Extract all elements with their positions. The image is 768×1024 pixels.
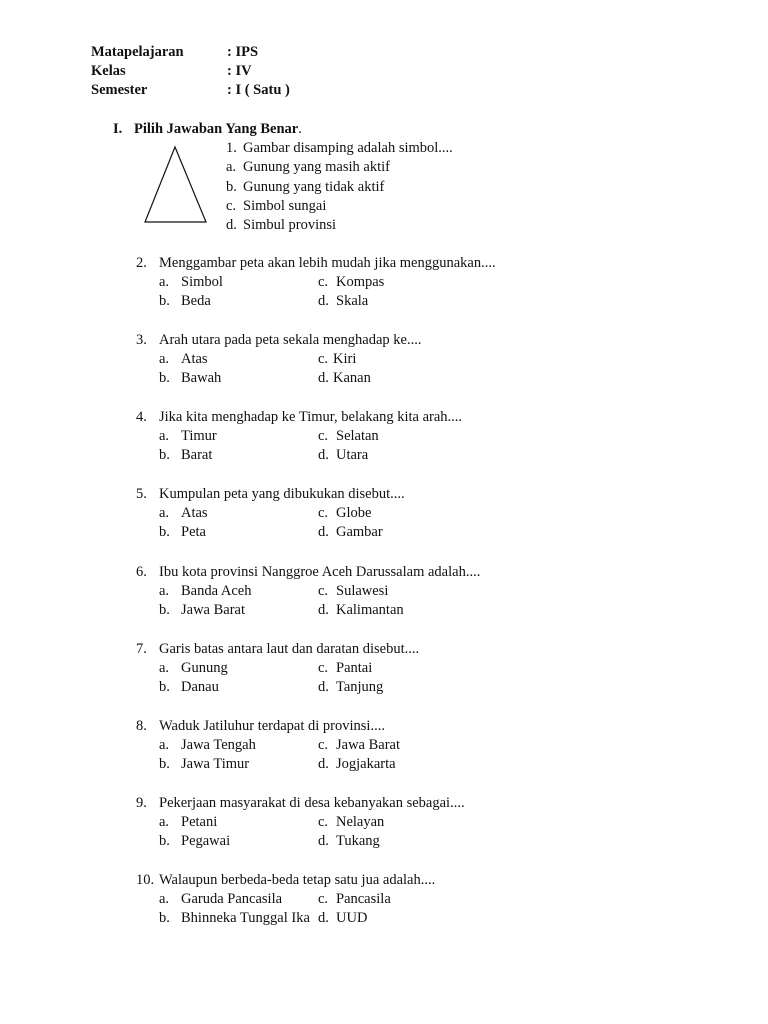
option-letter: a. (159, 737, 170, 753)
option-text: Atas (181, 505, 208, 521)
option-letter: c. (318, 351, 329, 367)
option-letter: b. (159, 833, 170, 849)
option-letter: c. (318, 505, 329, 521)
option-text: Utara (336, 447, 369, 463)
option-letter: c. (318, 428, 329, 444)
option-letter: a. (159, 660, 170, 676)
option-letter: d. (226, 217, 237, 233)
class-label: Kelas (91, 63, 126, 79)
question-text: Waduk Jatiluhur terdapat di provinsi.... (159, 718, 385, 734)
option-letter: d. (318, 293, 329, 309)
option-text: Simbol sungai (243, 198, 327, 214)
option-letter: b. (159, 370, 170, 386)
option-text: Simbol (181, 274, 223, 290)
option-text: Bawah (181, 370, 222, 386)
option-text: Tukang (336, 833, 380, 849)
option-text: Bhinneka Tunggal Ika (181, 910, 310, 926)
question-text: Ibu kota provinsi Nanggroe Aceh Darussalam adalah.... (159, 564, 481, 580)
option-letter: d. (318, 447, 329, 463)
option-text: Peta (181, 524, 206, 540)
option-letter: a. (159, 583, 170, 599)
option-text: Jawa Barat (336, 737, 401, 753)
option-text: Sulawesi (336, 583, 389, 599)
option-letter: c. (318, 660, 329, 676)
option-text: Timur (181, 428, 217, 444)
section-title: Pilih Jawaban Yang Benar (134, 121, 299, 137)
question-text: Kumpulan peta yang dibukukan disebut.... (159, 486, 405, 502)
question-text: Garis batas antara laut dan daratan disebut.... (159, 641, 420, 657)
option-letter: b. (226, 179, 237, 195)
option-letter: b. (159, 602, 170, 618)
option-letter: d. (318, 910, 329, 926)
option-letter: d. (318, 756, 329, 772)
option-letter: c. (318, 583, 329, 599)
option-text: Petani (181, 814, 218, 830)
option-letter: c. (226, 198, 237, 214)
option-text: Barat (181, 447, 213, 463)
option-text: Garuda Pancasila (181, 891, 283, 907)
subject-label: Matapelajaran (91, 44, 184, 60)
option-letter: b. (159, 447, 170, 463)
option-text: Danau (181, 679, 219, 695)
option-letter: a. (159, 351, 170, 367)
option-text: Tanjung (336, 679, 384, 695)
option-text: Atas (181, 351, 208, 367)
option-letter: d. (318, 524, 329, 540)
question-number: 3. (136, 332, 147, 348)
option-text: Gunung (181, 660, 228, 676)
semester-label: Semester (91, 82, 148, 98)
class-value: : IV (227, 63, 252, 79)
question-number: 7. (136, 641, 147, 657)
question-number: 5. (136, 486, 147, 502)
option-text: Kiri (333, 351, 357, 367)
option-text: Jawa Tengah (181, 737, 256, 753)
option-letter: a. (159, 274, 170, 290)
option-letter: b. (159, 910, 170, 926)
question-number: 2. (136, 255, 147, 271)
option-text: UUD (336, 910, 368, 926)
option-text: Gunung yang masih aktif (243, 159, 390, 175)
option-letter: a. (159, 428, 170, 444)
question-text: Arah utara pada peta sekala menghadap ke.... (159, 332, 422, 348)
option-letter: d. (318, 370, 329, 386)
option-letter: c. (318, 814, 329, 830)
subject-value: : IPS (227, 44, 259, 60)
option-letter: c. (318, 891, 329, 907)
option-text: Banda Aceh (181, 583, 252, 599)
option-letter: d. (318, 679, 329, 695)
triangle-icon (144, 145, 208, 225)
option-letter: b. (159, 679, 170, 695)
option-letter: a. (159, 814, 170, 830)
option-text: Kalimantan (336, 602, 404, 618)
option-letter: b. (159, 524, 170, 540)
question-text: Jika kita menghadap ke Timur, belakang kita arah.... (159, 409, 463, 425)
question-number: 9. (136, 795, 147, 811)
question-number: 6. (136, 564, 147, 580)
section-roman: I. (113, 121, 123, 137)
question-number: 1. (226, 140, 237, 156)
option-letter: a. (159, 891, 170, 907)
section-title-wrap (134, 120, 302, 139)
question-number: 10. (136, 872, 155, 888)
option-letter: a. (226, 159, 237, 175)
option-letter: c. (318, 274, 329, 290)
option-text: Jogjakarta (336, 756, 396, 772)
option-text: Pegawai (181, 833, 231, 849)
option-text: Gambar (336, 524, 383, 540)
option-text: Pantai (336, 660, 373, 676)
option-text: Jawa Barat (181, 602, 246, 618)
option-letter: c. (318, 737, 329, 753)
question-text: Pekerjaan masyarakat di desa kebanyakan sebagai.... (159, 795, 465, 811)
question-number: 8. (136, 718, 147, 734)
question-text: Menggambar peta akan lebih mudah jika menggunakan.... (159, 255, 496, 271)
question-number: 4. (136, 409, 147, 425)
option-text: Pancasila (336, 891, 391, 907)
option-text: Beda (181, 293, 211, 309)
question-text: Gambar disamping adalah simbol.... (243, 140, 453, 156)
option-letter: b. (159, 756, 170, 772)
section-title-punct: . (298, 121, 302, 137)
option-text: Jawa Timur (181, 756, 250, 772)
option-text: Selatan (336, 428, 379, 444)
option-text: Kompas (336, 274, 385, 290)
option-text: Nelayan (336, 814, 385, 830)
option-letter: d. (318, 833, 329, 849)
option-text: Globe (336, 505, 372, 521)
option-letter: b. (159, 293, 170, 309)
option-letter: d. (318, 602, 329, 618)
option-text: Kanan (333, 370, 371, 386)
question-text: Walaupun berbeda-beda tetap satu jua adalah.... (159, 872, 436, 888)
option-letter: a. (159, 505, 170, 521)
option-text: Gunung yang tidak aktif (243, 179, 385, 195)
option-text: Simbul provinsi (243, 217, 337, 233)
option-text: Skala (336, 293, 369, 309)
semester-value: : I ( Satu ) (227, 82, 290, 98)
